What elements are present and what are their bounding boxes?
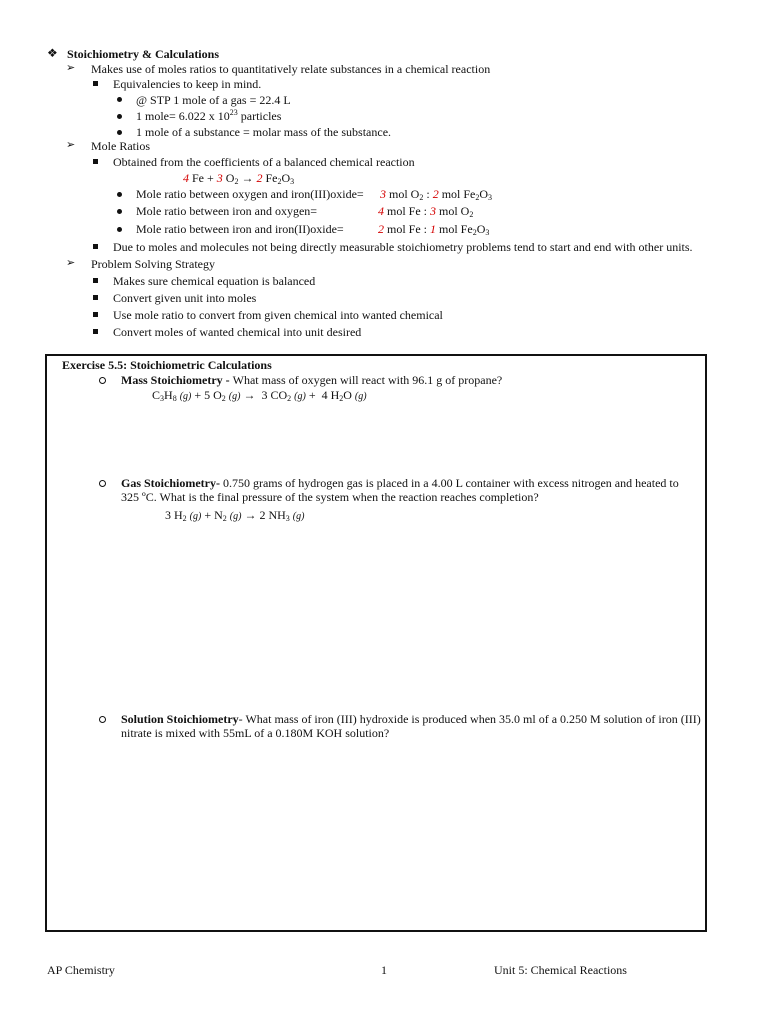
square-bullet-icon [93,295,98,300]
round-bullet-icon [117,130,122,135]
ammonia-synthesis-equation: 3 $H_2$ $(g) + N_2$ (g) → 2 $NH_3$ (g) [165,508,305,523]
circle-bullet-icon [99,377,106,384]
section-heading: Stoichiometry & Calculations [67,47,219,61]
ratio-iron-oxygen-label: Mole ratio between iron and oxygen= [136,204,318,218]
square-bullet-icon [93,81,98,86]
ratio-oxygen-iron3-oxide-label: Mole ratio between oxygen and iron(III)oxide= [136,187,364,201]
coefficients-label: Obtained from the coefficients of a balanced chemical reaction [113,155,415,169]
strategy-step: Convert given unit into moles [113,291,257,305]
round-bullet-icon [117,192,122,197]
moles-note: Due to moles and molecules not being directly measurable stoichiometry problems tend to start and end with other units. [113,240,693,254]
square-bullet-icon [93,329,98,334]
exercise-box [45,354,707,932]
equivalency-molar-mass: 1 mole of a substance = molar mass of the substance. [136,125,392,139]
round-bullet-icon [117,209,122,214]
arrow-bullet-icon: ➢ [66,139,76,151]
page-number: 1 [381,963,387,977]
square-bullet-icon [93,278,98,283]
strategy-step: Makes sure chemical equation is balanced [113,274,316,288]
solution-stoichiometry-question: Solution Stoichiometry- What mass of iron (III) hydroxide is produced when 35.0 ml of a 0.250 M solution of iron (III) nitrate is mixed with 55mL of a 0.180M KOH solution? [121,712,701,741]
equivalencies-label: Equivalencies to keep in mind. [113,77,262,91]
arrow-bullet-icon: ➢ [66,257,76,269]
square-bullet-icon [93,244,98,249]
square-bullet-icon [93,312,98,317]
round-bullet-icon [117,227,122,232]
gas-stoichiometry-question: Gas Stoichiometry- 0.750 grams of hydrogen gas is placed in a 4.00 L container with excess nitrogen and heated to 325 ºC. What is the final pressure of the system when the reaction reaches completion? [121,476,679,505]
strategy-label: Problem Solving Strategy [91,257,215,271]
footer-unit: Unit 5: Chemical Reactions [494,963,627,977]
mass-stoichiometry-question: Mass Stoichiometry - What mass of oxygen will react with 96.1 g of propane? [121,373,503,387]
ratio-iron-iron2-oxide-value: 2 mol Fe : 1 mol $Fe_2O_3$ [378,222,490,237]
strategy-step: Convert moles of wanted chemical into unit desired [113,325,362,339]
mole-ratios-label: Mole Ratios [91,139,150,153]
square-bullet-icon [93,159,98,164]
circle-bullet-icon [99,716,106,723]
ratio-iron-iron2-oxide-label: Mole ratio between iron and iron(II)oxide= [136,222,344,236]
exercise-title: Exercise 5.5: Stoichiometric Calculations [62,358,272,372]
arrow-bullet-icon: ➢ [66,62,76,74]
strategy-step: Use mole ratio to convert from given chemical into wanted chemical [113,308,443,322]
intro-text: Makes use of moles ratios to quantitatively relate substances in a chemical reaction [91,62,491,76]
equivalency-avogadro: 1 mole= 6.022 x $10^{23}$ particles [136,108,282,123]
propane-combustion-equation: $C_3H_8$ (g) + 5 $O_2$ (g) → 3 $CO_2$ (g) + 4 $H_2O$ (g) [152,388,367,403]
footer-course: AP Chemistry [47,963,115,977]
ratio-iron-oxygen-value: 4 mol Fe : 3 mol $O_2$ [378,204,474,219]
equivalency-stp: @ STP 1 mole of a gas = 22.4 L [136,93,291,107]
balanced-equation: 4 Fe + 3 $O_2 \to 2$ $Fe_2O_3$ [183,171,295,186]
diamond-bullet-icon: ❖ [47,46,58,60]
ratio-oxygen-iron3-oxide-value: 3 mol $O_2$ : 2 mol $Fe_2O_3$ [380,187,493,202]
circle-bullet-icon [99,480,106,487]
round-bullet-icon [117,97,122,102]
round-bullet-icon [117,114,122,119]
